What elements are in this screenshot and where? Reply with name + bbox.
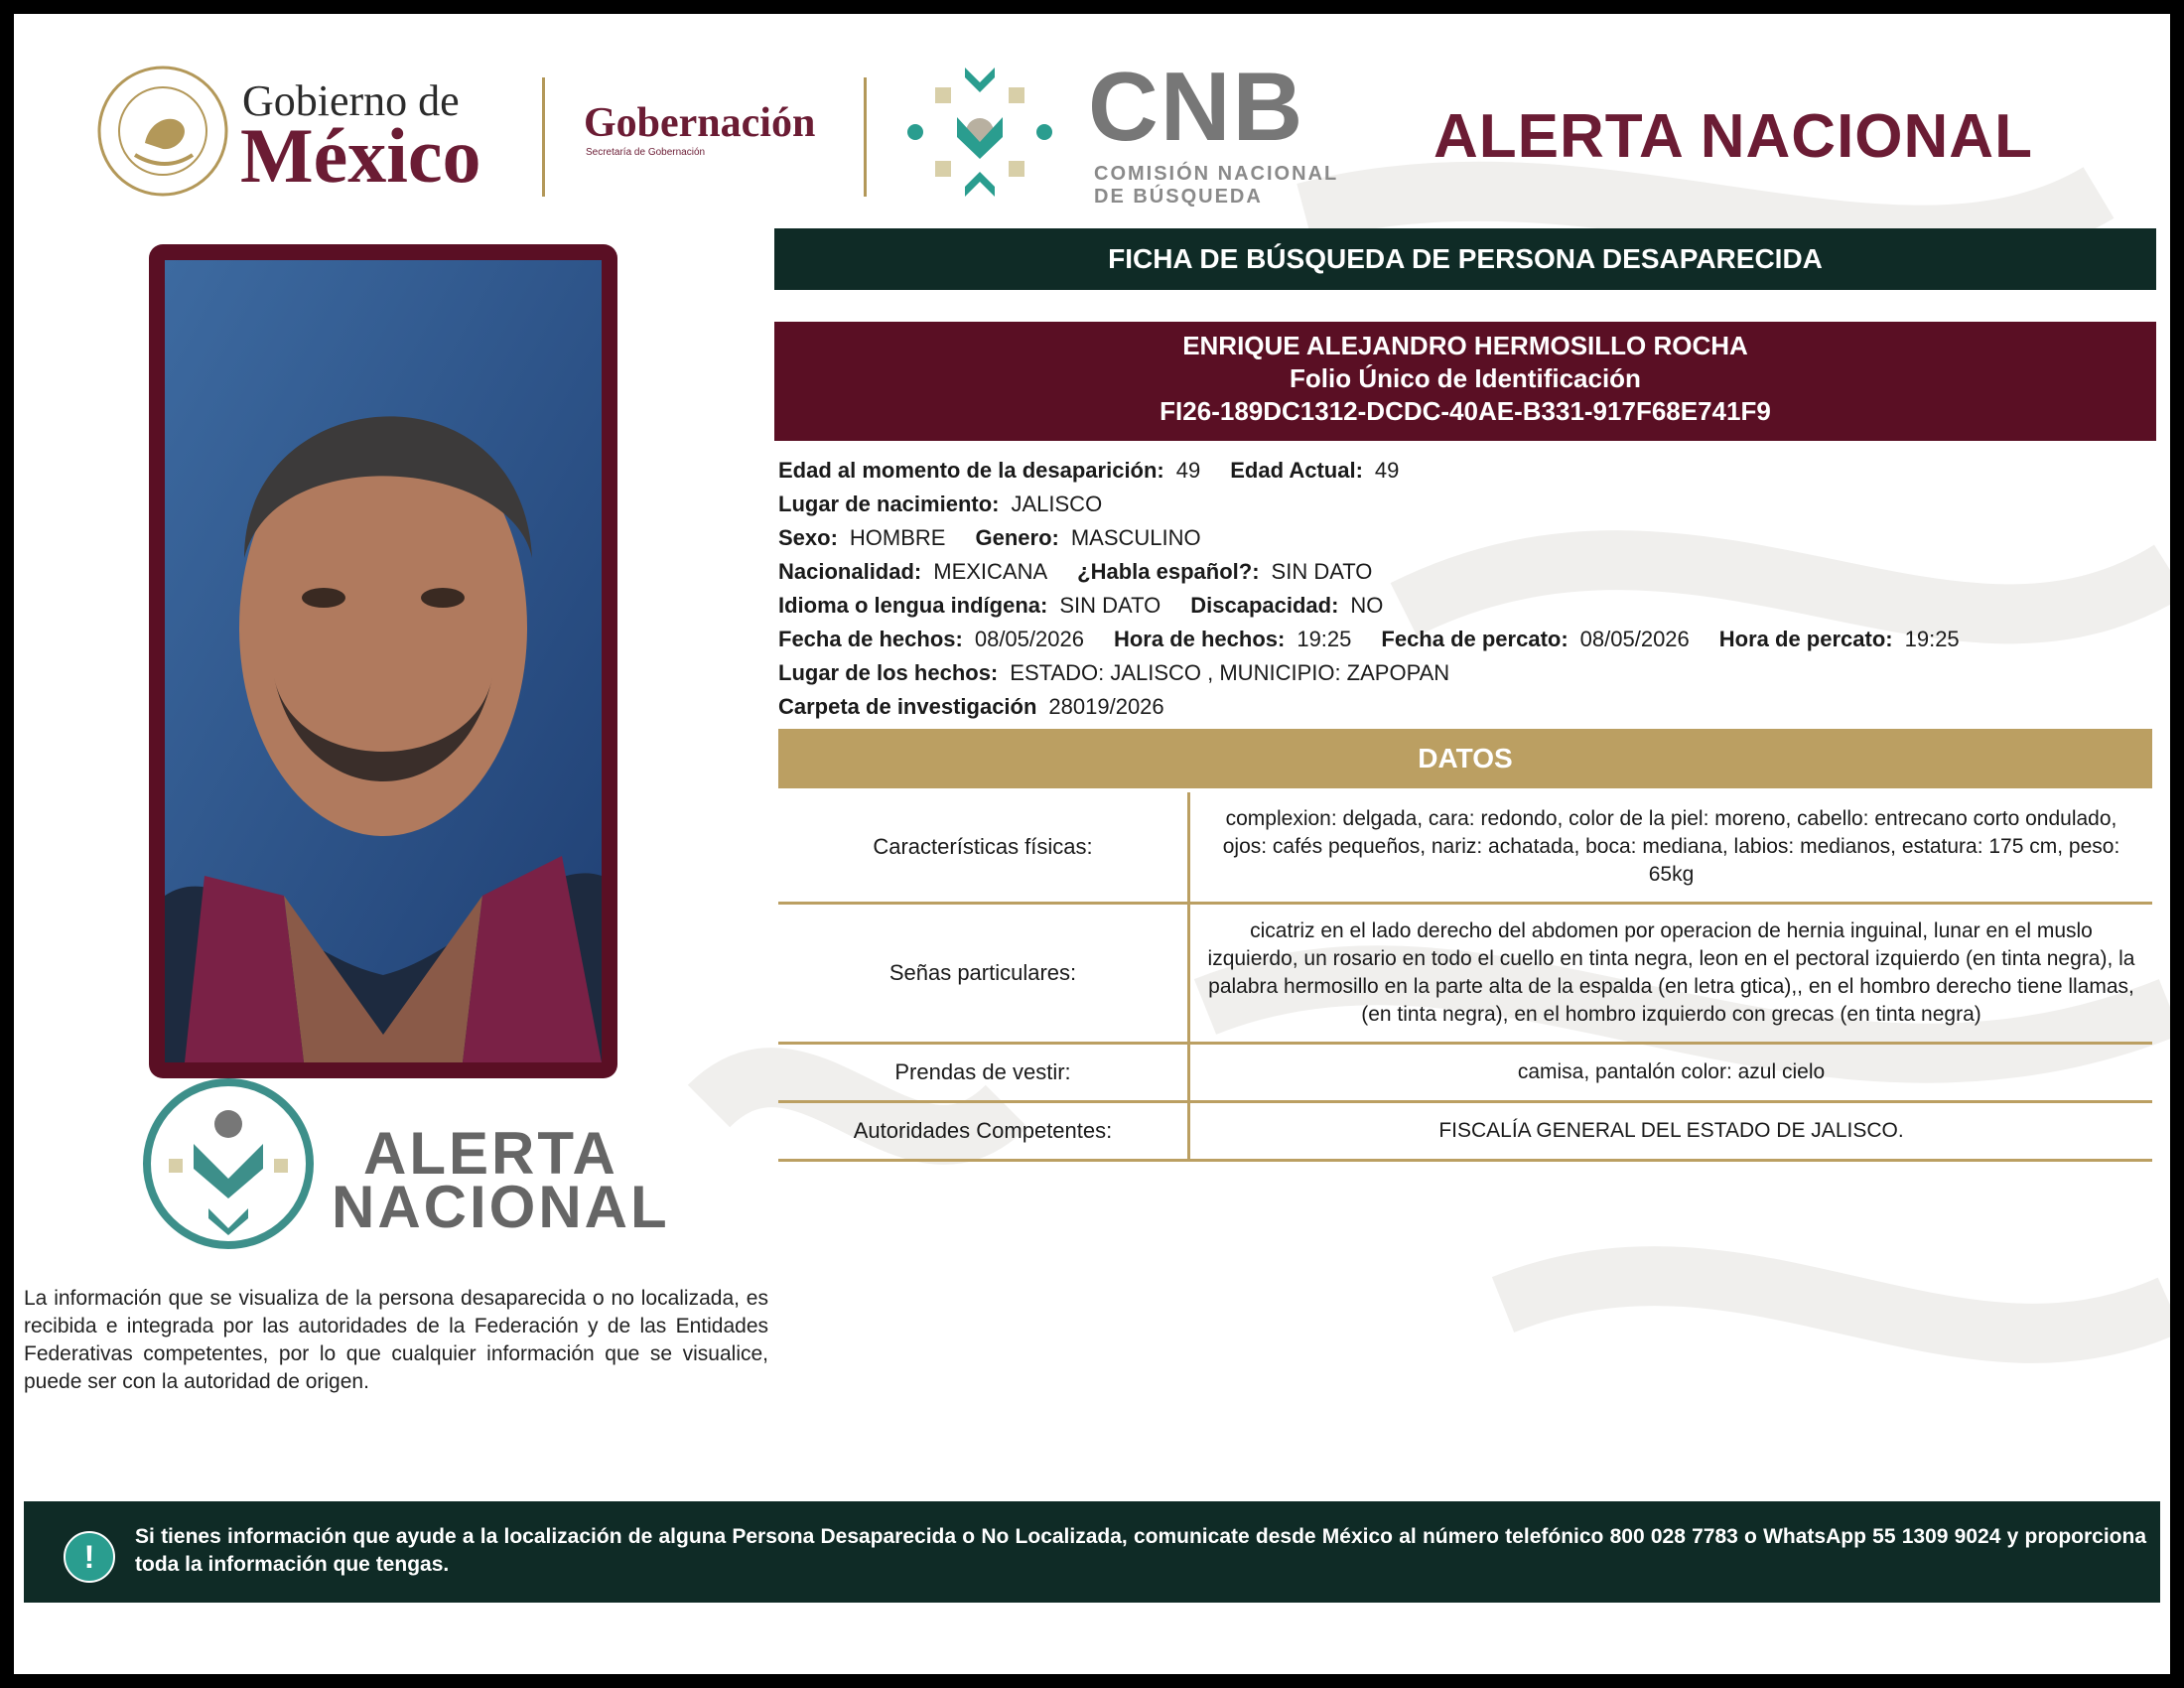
field-row: [778, 656, 2148, 690]
table-cell-value: FISCALÍA GENERAL DEL ESTADO DE JALISCO.: [1438, 1119, 1904, 1142]
table-row: [778, 1103, 2152, 1162]
ficha-title-bar: FICHA DE BÚSQUEDA DE PERSONA DESAPARECIDA: [774, 228, 2156, 290]
person-photo: [165, 260, 602, 1062]
field-value: 28019/2026: [1048, 694, 1164, 719]
field-label: Genero:: [975, 525, 1059, 550]
gobierno-de-text: Gobierno de: [242, 76, 460, 125]
field-value: 49: [1175, 458, 1201, 483]
gobernacion-subtitle: Secretaría de Gobernación: [586, 147, 706, 158]
field-label: Nacionalidad:: [778, 559, 922, 584]
field-label: Hora de hechos:: [1113, 627, 1286, 651]
field-label: Carpeta de investigación: [778, 694, 1037, 719]
contact-bar: [24, 1501, 2160, 1603]
alert-page: [14, 14, 2170, 1674]
person-name: ENRIQUE ALEJANDRO HERMOSILLO ROCHA: [1182, 331, 1748, 360]
field-value: MASCULINO: [1070, 525, 1201, 550]
field-label: Fecha de percato:: [1381, 627, 1569, 651]
exclamation-icon: !: [64, 1531, 115, 1583]
cnb-subtitle: [1094, 163, 1338, 209]
field-value: HOMBRE: [849, 525, 946, 550]
field-label: Sexo:: [778, 525, 838, 550]
cnb-emblem-icon: [895, 48, 1064, 216]
field-row: [778, 690, 2148, 724]
table-cell-value: cicatriz en el lado derecho del abdomen por operacion de hernia inguinal, lunar en el muslo izquierdo, un rosario en todo el cuello en tinta negra, leon en el pectoral izquierdo (en tinta negra), la palabra hermosillo en la parte alta de la espalda (en letra gtica),, en el hombro derecho tiene llamas, (en tinta negra), en el hombro izquierdo con grecas (en tinta negra): [1207, 919, 2135, 1026]
field-value: NO: [1350, 593, 1384, 618]
field-label: Idioma o lengua indígena:: [778, 593, 1048, 618]
alerta-nacional-emblem-icon: [139, 1074, 318, 1253]
table-cell-value: camisa, pantalón color: azul cielo: [1517, 1060, 1826, 1083]
datos-table: [778, 792, 2152, 1162]
field-row: [778, 555, 2148, 589]
person-fields: [778, 454, 2148, 724]
person-name-bar: [774, 322, 2156, 441]
field-label: Edad al momento de la desaparición:: [778, 458, 1164, 483]
contact-text: Si tienes información que ayude a la localización de alguna Persona Desaparecida o No Localizada, comunicate desde México al número telefónico 800 028 7783 o WhatsApp 55 1309 9024 y proporciona toda la información que tengas.: [135, 1525, 2146, 1576]
folio-label: Folio Único de Identificación: [1290, 363, 1641, 393]
field-value: SIN DATO: [1059, 593, 1161, 618]
disclaimer-text: La información que se visualiza de la persona desaparecida o no localizada, es recibida e integrada por las autoridades de la Federación y de las Entidades Federativas competentes, por lo que cualquier información que se visualice, puede ser con la autoridad de origen.: [24, 1287, 768, 1393]
table-row: [778, 905, 2152, 1045]
field-value: 49: [1374, 458, 1400, 483]
field-label: Lugar de nacimiento:: [778, 492, 1000, 516]
table-row: [778, 1045, 2152, 1103]
datos-title-bar: DATOS: [778, 729, 2152, 788]
mexico-text: México: [240, 112, 481, 199]
table-cell-label: Prendas de vestir:: [778, 1045, 1190, 1100]
field-label: Lugar de los hechos:: [778, 660, 999, 685]
table-cell-label: Características físicas:: [778, 792, 1190, 902]
field-value: 19:25: [1904, 627, 1960, 651]
cnb-subtitle-line1: COMISIÓN NACIONAL: [1094, 163, 1339, 185]
field-value: MEXICANA: [933, 559, 1048, 584]
gobernacion-logo-text: Gobernación: [584, 100, 816, 146]
table-row: [778, 792, 2152, 905]
field-row: [778, 521, 2148, 555]
field-row: [778, 454, 2148, 488]
table-cell-label: Señas particulares:: [778, 905, 1190, 1042]
header-divider: [542, 77, 545, 197]
field-row: [778, 488, 2148, 521]
field-label: ¿Habla español?:: [1077, 559, 1260, 584]
cnb-subtitle-line2: DE BÚSQUEDA: [1094, 186, 1263, 208]
folio-value: FI26-189DC1312-DCDC-40AE-B331-917F68E741F9: [1160, 396, 1771, 426]
field-value: 08/05/2026: [974, 627, 1084, 651]
mexico-seal-icon: [95, 64, 230, 199]
field-label: Hora de percato:: [1718, 627, 1893, 651]
field-row: [778, 623, 2148, 656]
field-value: ESTADO: JALISCO , MUNICIPIO: ZAPOPAN: [1010, 660, 1450, 685]
field-label: Fecha de hechos:: [778, 627, 963, 651]
alerta-nacional-title: ALERTA NACIONAL: [1433, 102, 2033, 171]
field-value: 19:25: [1297, 627, 1352, 651]
table-cell-value: complexion: delgada, cara: redondo, color de la piel: moreno, cabello: entrecano corto ondulado, ojos: cafés pequeños, nariz: achatada, boca: mediana, labios: medianos, estatura: 175 cm, peso: 65kg: [1222, 807, 2120, 886]
field-value: 08/05/2026: [1579, 627, 1690, 651]
field-value: JALISCO: [1011, 492, 1103, 516]
cnb-logo-text: CNB: [1088, 52, 1305, 161]
table-cell-label: Autoridades Competentes:: [778, 1103, 1190, 1159]
header-divider: [864, 77, 867, 197]
alerta-logo-line1: ALERTA: [363, 1120, 618, 1187]
alerta-logo-line2: NACIONAL: [332, 1174, 670, 1240]
field-label: Edad Actual:: [1230, 458, 1363, 483]
field-value: SIN DATO: [1271, 559, 1373, 584]
field-row: [778, 589, 2148, 623]
field-label: Discapacidad:: [1190, 593, 1339, 618]
